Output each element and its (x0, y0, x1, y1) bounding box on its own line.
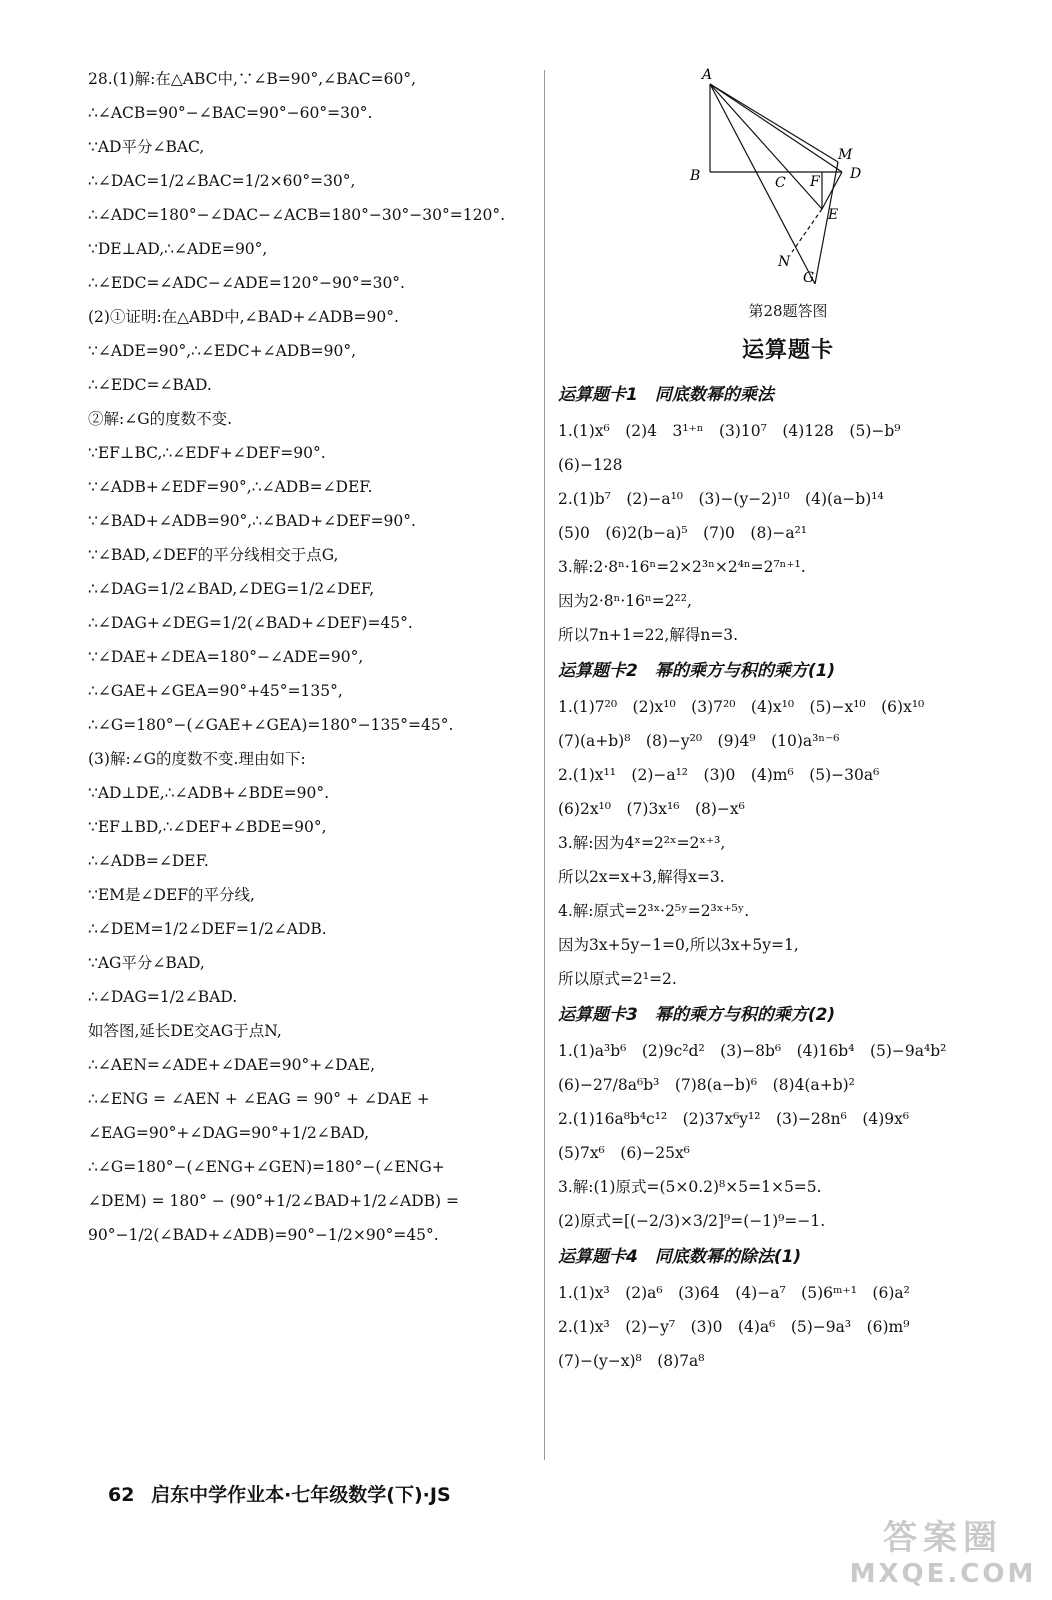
solution-line: ∴∠EDC=∠ADC−∠ADE=120°−90°=30°. (88, 274, 405, 292)
card-title: 运算题卡1 同底数幂的乘法 (558, 385, 774, 405)
answer-line: 所以7n+1=22,解得n=3. (558, 626, 739, 644)
solution-line: ∴∠ACB=90°−∠BAC=90°−60°=30°. (88, 104, 373, 122)
solution-line: ∵AD平分∠BAC, (88, 138, 205, 156)
book-title: 启东中学作业本·七年级数学(下)·JS (151, 1484, 451, 1506)
label-d: D (850, 166, 862, 182)
answer-line: 1.(1)x³ (2)a⁶ (3)64 (4)−a⁷ (5)6ᵐ⁺¹ (6)a² (558, 1284, 910, 1302)
label-e: E (828, 207, 839, 223)
label-a: A (702, 67, 713, 83)
solution-line: ∵DE⊥AD,∴∠ADE=90°, (88, 240, 268, 258)
solution-line: ∴∠ADB=∠DEF. (88, 852, 209, 870)
answer-line: 3.解:2·8ⁿ·16ⁿ=2×2³ⁿ×2⁴ⁿ=2⁷ⁿ⁺¹. (558, 558, 806, 576)
answer-line: (7)(a+b)⁸ (8)−y²⁰ (9)4⁹ (10)a³ⁿ⁻⁶ (558, 732, 840, 750)
solution-line: ∴∠ENG = ∠AEN + ∠EAG = 90° + ∠DAE + (88, 1090, 430, 1108)
card-title: 运算题卡2 幂的乘方与积的乘方(1) (558, 661, 836, 681)
solution-line: ∵∠ADE=90°,∴∠EDC+∠ADB=90°, (88, 342, 356, 360)
segment-ad (710, 84, 842, 172)
answer-line: (6)−128 (558, 456, 623, 474)
answer-line: 4.解:原式=2³ˣ·2⁵ʸ=2³ˣ⁺⁵ʸ. (558, 902, 750, 920)
solution-line: ∵∠BAD+∠ADB=90°,∴∠BAD+∠DEF=90°. (88, 512, 416, 530)
label-c: C (775, 175, 786, 191)
answer-line: 2.(1)b⁷ (2)−a¹⁰ (3)−(y−2)¹⁰ (4)(a−b)¹⁴ (558, 490, 884, 508)
answer-line: 所以原式=2¹=2. (558, 970, 677, 988)
solution-line: ②解:∠G的度数不变. (88, 410, 233, 428)
page-footer (108, 1480, 451, 1507)
segment-en-dashed (792, 209, 822, 252)
solution-line: ∵AD⊥DE,∴∠ADB+∠BDE=90°. (88, 784, 330, 802)
section-title: 运算题卡 (741, 338, 834, 363)
answer-line: (5)7x⁶ (6)−25x⁶ (558, 1144, 690, 1162)
answer-line: (6)−27/8a⁶b³ (7)8(a−b)⁶ (8)4(a+b)² (558, 1076, 855, 1094)
segment-am (710, 84, 838, 162)
solution-line: ∴∠DAG=1/2∠BAD. (88, 988, 238, 1006)
solution-line: 如答图,延长DE交AG于点N, (88, 1022, 282, 1040)
solution-line: ∠DEM) = 180° − (90°+1/2∠BAD+1/2∠ADB) = (88, 1192, 460, 1210)
solution-line: ∵∠BAD,∠DEF的平分线相交于点G, (88, 546, 339, 564)
left-column (88, 62, 528, 1252)
watermark-site: MXQE.COM (849, 1559, 1037, 1589)
solution-line: ∴∠G=180°−(∠ENG+∠GEN)=180°−(∠ENG+ (88, 1158, 445, 1176)
solution-line: ∴∠AEN=∠ADE+∠DAE=90°+∠DAE, (88, 1056, 376, 1074)
segment-de (822, 172, 842, 209)
answer-line: 3.解:(1)原式=(5×0.2)⁸×5=1×5=5. (558, 1178, 822, 1196)
figure-caption: 第28题答图 (748, 302, 828, 320)
solution-line: 90°−1/2(∠BAD+∠ADB)=90°−1/2×90°=45°. (88, 1226, 439, 1244)
answer-line: 2.(1)x³ (2)−y⁷ (3)0 (4)a⁶ (5)−9a³ (6)m⁹ (558, 1318, 910, 1336)
solution-line: ∴∠DAG+∠DEG=1/2(∠BAD+∠DEF)=45°. (88, 614, 413, 632)
solution-line: ∴∠G=180°−(∠GAE+∠GEA)=180°−135°=45°. (88, 716, 454, 734)
solution-line: ∴∠DEM=1/2∠DEF=1/2∠ADB. (88, 920, 327, 938)
solution-line: ∴∠DAG=1/2∠BAD,∠DEG=1/2∠DEF, (88, 580, 375, 598)
answer-line: (7)−(y−x)⁸ (8)7a⁸ (558, 1352, 705, 1370)
solution-line: (3)解:∠G的度数不变.理由如下: (88, 750, 306, 768)
solution-line: ∵∠ADB+∠EDF=90°,∴∠ADB=∠DEF. (88, 478, 373, 496)
answer-line: 1.(1)7²⁰ (2)x¹⁰ (3)7²⁰ (4)x¹⁰ (5)−x¹⁰ (6)x¹⁰ (558, 698, 925, 716)
solution-line: ∵EM是∠DEF的平分线, (88, 886, 255, 904)
solution-line: ∴∠GAE+∠GEA=90°+45°=135°, (88, 682, 343, 700)
answer-line: 3.解:因为4ˣ=2²ˣ=2ˣ⁺³, (558, 834, 726, 852)
column-divider (544, 70, 545, 1460)
solution-line: ∴∠EDC=∠BAD. (88, 376, 212, 394)
solution-line: (2)①证明:在△ABD中,∠BAD+∠ADB=90°. (88, 308, 399, 326)
answer-line: 因为2·8ⁿ·16ⁿ=2²², (558, 592, 692, 610)
answer-line: 所以2x=x+3,解得x=3. (558, 868, 725, 886)
label-f: F (810, 174, 820, 190)
solution-line: ∵AG平分∠BAD, (88, 954, 205, 972)
solution-line: 28.(1)解:在△ABC中,∵∠B=90°,∠BAC=60°, (88, 70, 416, 88)
card-title: 运算题卡4 同底数幂的除法(1) (558, 1247, 802, 1267)
answer-line: (2)原式=[(−2/3)×3/2]⁹=(−1)⁹=−1. (558, 1212, 826, 1230)
solution-line: ∵EF⊥BD,∴∠DEF+∠BDE=90°, (88, 818, 327, 836)
geometry-figure (670, 62, 970, 284)
solution-line: ∵EF⊥BC,∴∠EDF+∠DEF=90°. (88, 444, 326, 462)
label-b: B (690, 168, 701, 184)
solution-line: ∴∠ADC=180°−∠DAC−∠ACB=180°−30°−30°=120°. (88, 206, 506, 224)
answer-line: (5)0 (6)2(b−a)⁵ (7)0 (8)−a²¹ (558, 524, 808, 542)
right-column (558, 62, 1018, 1378)
figure-svg (670, 62, 970, 284)
label-m: M (838, 147, 853, 163)
solution-line: ∠EAG=90°+∠DAG=90°+1/2∠BAD, (88, 1124, 370, 1142)
cards-list (558, 376, 1018, 1378)
answer-line: 1.(1)a³b⁶ (2)9c²d² (3)−8b⁶ (4)16b⁴ (5)−9a⁴b² (558, 1042, 947, 1060)
answer-line: 1.(1)x⁶ (2)4 3¹⁺ⁿ (3)10⁷ (4)128 (5)−b⁹ (558, 422, 901, 440)
solution-line: ∴∠DAC=1/2∠BAC=1/2×60°=30°, (88, 172, 356, 190)
watermark (848, 1510, 1038, 1590)
label-n: N (778, 254, 791, 270)
card-title: 运算题卡3 幂的乘方与积的乘方(2) (558, 1005, 836, 1025)
answer-line: 2.(1)x¹¹ (2)−a¹² (3)0 (4)m⁶ (5)−30a⁶ (558, 766, 880, 784)
page-number: 62 (108, 1484, 135, 1506)
solution-line: ∵∠DAE+∠DEA=180°−∠ADE=90°, (88, 648, 364, 666)
answer-line: 因为3x+5y−1=0,所以3x+5y=1, (558, 936, 799, 954)
label-g: G (803, 270, 815, 284)
watermark-logo: 答案圈 (883, 1518, 1003, 1558)
answer-line: (6)2x¹⁰ (7)3x¹⁶ (8)−x⁶ (558, 800, 745, 818)
answer-line: 2.(1)16a⁸b⁴c¹² (2)37x⁶y¹² (3)−28n⁶ (4)9x⁶ (558, 1110, 910, 1128)
